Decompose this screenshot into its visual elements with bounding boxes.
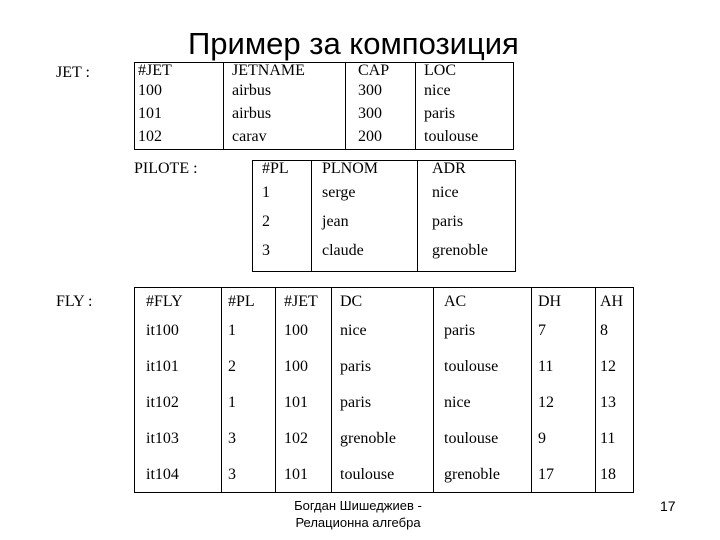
column-divider — [311, 161, 312, 271]
fly-header-dc: DC — [340, 293, 363, 310]
pilote-cell: grenoble — [432, 242, 488, 259]
pilote-cell: serge — [322, 184, 356, 201]
pilote-cell: 1 — [262, 184, 270, 201]
jet-cell: 102 — [138, 128, 162, 145]
pilote-cell: 2 — [262, 213, 270, 230]
fly-cell: 1 — [228, 394, 236, 411]
fly-label: FLY : — [56, 293, 93, 310]
jet-cell: airbus — [232, 82, 272, 99]
page-number: 17 — [660, 498, 676, 514]
pilote-header-plnom: PLNOM — [322, 160, 379, 177]
pilote-cell: jean — [322, 213, 349, 230]
fly-cell: 1 — [228, 322, 236, 339]
fly-table — [134, 287, 634, 493]
jet-cell: carav — [232, 128, 267, 145]
fly-cell: 17 — [538, 466, 554, 483]
column-divider — [275, 288, 276, 492]
jet-cell: 300 — [358, 105, 382, 122]
slide-title: Пример за композиция — [188, 26, 519, 61]
fly-cell: grenoble — [444, 466, 500, 483]
footer-author — [270, 497, 446, 531]
column-divider — [417, 161, 418, 271]
fly-cell: 11 — [538, 358, 554, 375]
jet-cell: 100 — [138, 82, 162, 99]
fly-cell: toulouse — [444, 430, 499, 447]
fly-cell: 100 — [284, 358, 308, 375]
column-divider — [221, 288, 222, 492]
fly-cell: 102 — [284, 430, 308, 447]
fly-cell: 12 — [600, 358, 616, 375]
jet-header-cap: CAP — [358, 62, 390, 79]
column-divider — [433, 288, 434, 492]
fly-cell: 101 — [284, 394, 308, 411]
jet-header-loc: LOC — [424, 62, 456, 79]
fly-header-ac: AC — [444, 293, 467, 310]
fly-cell: nice — [340, 322, 367, 339]
pilote-cell: nice — [432, 184, 459, 201]
column-divider — [595, 288, 596, 492]
column-divider — [415, 63, 416, 149]
fly-cell: it104 — [146, 466, 179, 483]
fly-cell: it100 — [146, 322, 179, 339]
jet-cell: 200 — [358, 128, 382, 145]
fly-cell: 100 — [284, 322, 308, 339]
fly-header-fly: #FLY — [146, 293, 183, 310]
fly-cell: toulouse — [340, 466, 395, 483]
column-divider — [345, 63, 346, 149]
fly-cell: it103 — [146, 430, 179, 447]
column-divider — [531, 288, 532, 492]
fly-cell: paris — [340, 394, 372, 411]
jet-header-jetname: JETNAME — [232, 62, 305, 79]
footer-line-2: Релационна алгебра — [295, 515, 421, 530]
pilote-cell: claude — [322, 242, 364, 259]
pilote-header-pl: #PL — [262, 160, 289, 177]
footer-line-1: Богдан Шишеджиев - — [294, 498, 422, 513]
pilote-header-adr: ADR — [432, 160, 466, 177]
fly-cell: 3 — [228, 430, 236, 447]
fly-cell: 2 — [228, 358, 236, 375]
pilote-cell: paris — [432, 213, 464, 230]
fly-cell: it101 — [146, 358, 179, 375]
fly-cell: paris — [340, 358, 372, 375]
fly-header-ah: AH — [600, 293, 624, 310]
fly-cell: paris — [444, 322, 476, 339]
fly-cell: 3 — [228, 466, 236, 483]
fly-cell: 13 — [600, 394, 616, 411]
pilote-cell: 3 — [262, 242, 270, 259]
jet-cell: nice — [424, 82, 451, 99]
jet-header-jet: #JET — [138, 62, 172, 79]
column-divider — [223, 63, 224, 149]
jet-label: JET : — [56, 64, 90, 81]
jet-cell: airbus — [232, 105, 272, 122]
fly-cell: 18 — [600, 466, 616, 483]
jet-cell: paris — [424, 105, 456, 122]
fly-cell: nice — [444, 394, 471, 411]
fly-cell: 101 — [284, 466, 308, 483]
fly-cell: 11 — [600, 430, 616, 447]
fly-cell: 7 — [538, 322, 546, 339]
fly-header-dh: DH — [538, 293, 562, 310]
fly-header-pl: #PL — [228, 293, 255, 310]
fly-header-jet: #JET — [284, 293, 318, 310]
column-divider — [331, 288, 332, 492]
pilote-label: PILOTE : — [134, 160, 198, 177]
jet-cell: 101 — [138, 105, 162, 122]
fly-cell: grenoble — [340, 430, 396, 447]
fly-cell: it102 — [146, 394, 179, 411]
fly-cell: toulouse — [444, 358, 499, 375]
fly-cell: 9 — [538, 430, 546, 447]
jet-cell: 300 — [358, 82, 382, 99]
fly-cell: 12 — [538, 394, 554, 411]
fly-cell: 8 — [600, 322, 608, 339]
jet-cell: toulouse — [424, 128, 479, 145]
